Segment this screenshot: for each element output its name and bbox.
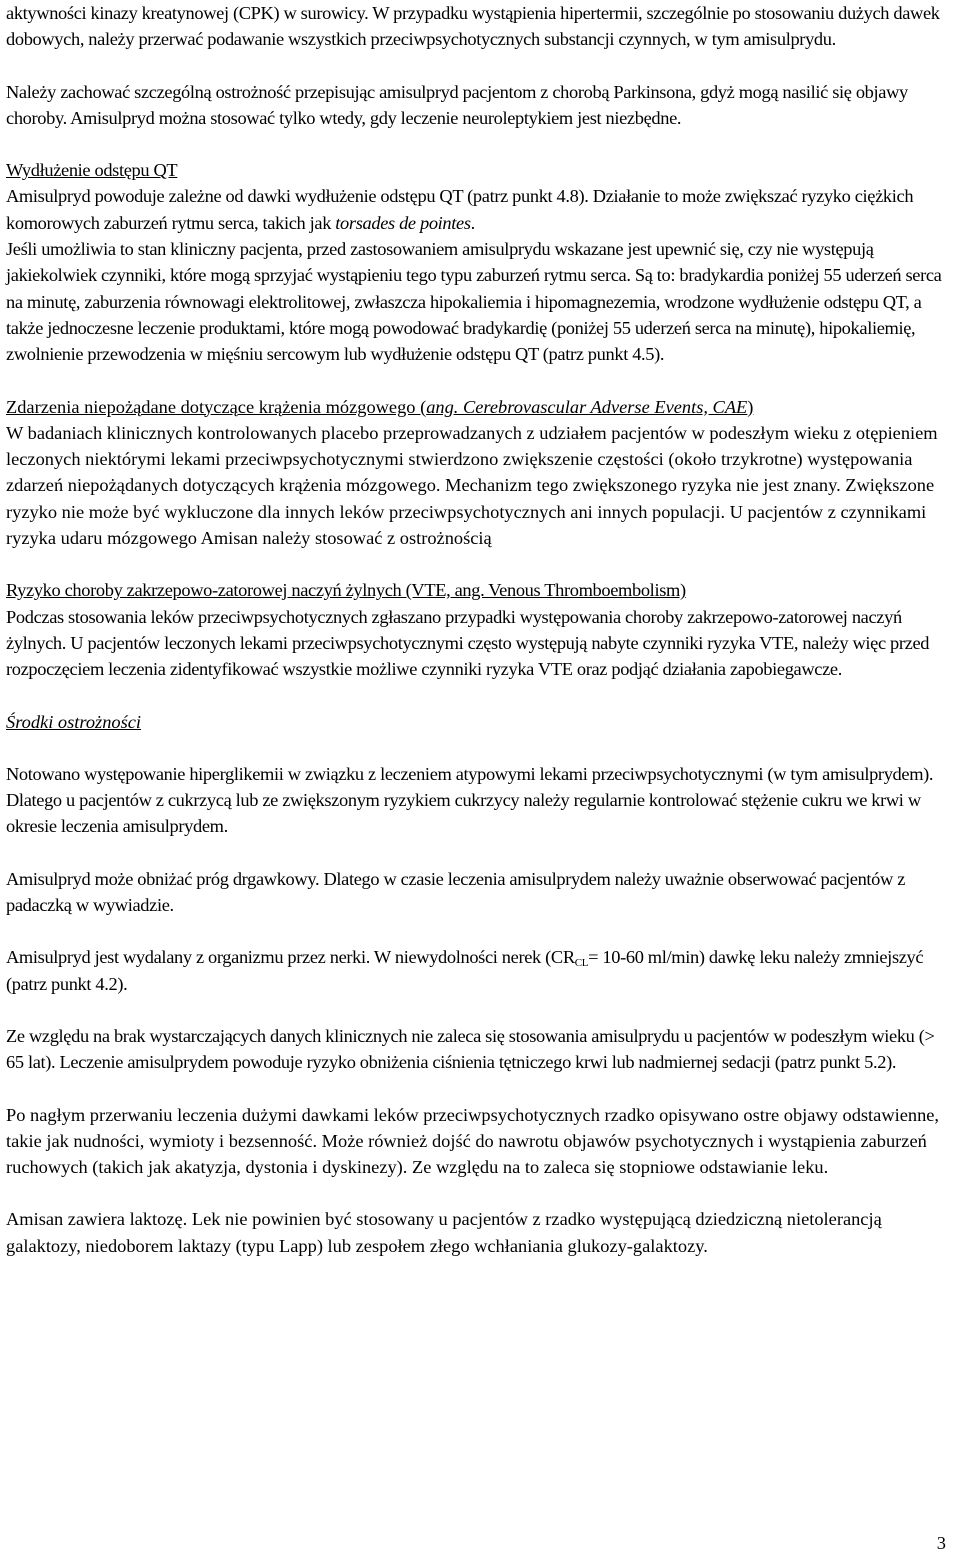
renal-subscript: CL <box>574 957 589 970</box>
paragraph-elderly: Ze względu na brak wystarczających danych klinicznych nie zaleca się stosowania amisulprydu u pacjentów w podeszłym wieku (> 65 lat). Leczenie amisulprydem powoduje ryzyko obniżenia ciśnienia tętniczego krwi lub nadmiernej sedacji (patrz punkt 5.2). <box>6 1025 935 1073</box>
cae-heading-end: ) <box>747 396 754 417</box>
cae-heading-text: Zdarzenia niepożądane dotyczące krążenia mózgowego ( <box>6 396 427 417</box>
paragraph-qt-risk-factors: Jeśli umożliwia to stan kliniczny pacjenta, przed zastosowaniem amisulprydu wskazane jest upewnić się, czy nie występują jakiekolwiek czynniki, które mogą sprzyjać wystąpieniu tego typu zaburzeń rytmu serca. Są to: bradykardia poniżej 55 uderzeń serca na minutę, zaburzenia równowagi elektrolitowej, zwłaszcza hipokaliemia i hipomagnezemia, wrodzone wydłużenie odstępu QT, a także jednoczesne leczenie produktami, które mogą powodować bradykardię (poniżej 55 uderzeń serca na minutę), hipokaliemię, zwolnienie przewodzenia w mięśniu sercowym lub wydłużenie odstępu QT (patrz punkt 4.5). <box>6 239 942 365</box>
heading-precautions: Środki ostrożności <box>6 711 142 732</box>
heading-vte: Ryzyko choroby zakrzepowo-zatorowej naczyń żylnych (VTE, ang. Venous Thromboembolism) <box>6 580 686 601</box>
paragraph-seizure: Amisulpryd może obniżać próg drgawkowy. Dlatego w czasie leczenia amisulprydem należy uważnie obserwować pacjentów z padaczką w wywiadzie. <box>6 868 906 916</box>
paragraph-cae: W badaniach klinicznych kontrolowanych placebo przeprowadzanych z udziałem pacjentów w podeszłym wieku z otępieniem leczonych niektórymi lekami przeciwpsychotycznymi stwierdzono zwiększenie częstości (około trzykrotne) występowania zdarzeń niepożądanych dotyczących krążenia mózgowego. Mechanizm tego zwiększonego ryzyka nie jest znany. Zwiększone ryzyko nie może być wykluczone dla innych leków przeciwpsychotycznych ani innych populacji. U pacjentów z czynnikami ryzyka udaru mózgowego Amisan należy stosować z ostrożnością <box>6 422 938 549</box>
document-page <box>6 0 954 1259</box>
paragraph-qt-intro <box>6 183 954 236</box>
renal-text: Amisulpryd jest wydalany z organizmu przez nerki. W niewydolności nerek (CR <box>6 947 575 968</box>
qt-intro-text: Amisulpryd powoduje zależne od dawki wydłużenie odstępu QT (patrz punkt 4.8). Działanie to może zwiększać ryzyko ciężkich komorowych zaburzeń rytmu serca, takich jak <box>6 186 914 233</box>
heading-cae <box>6 394 954 420</box>
qt-intro-end: . <box>470 212 475 233</box>
page-number: 3 <box>936 1533 946 1553</box>
paragraph-lactose: Amisan zawiera laktozę. Lek nie powinien być stosowany u pacjentów z rzadko występującą dziedziczną nietolerancją galaktozy, niedoborem laktazy (typu Lapp) lub zespołem złego wchłaniania glukozy-galaktozy. <box>6 1209 882 1256</box>
qt-intro-italic: torsades de pointes <box>335 212 471 233</box>
paragraph-hyperglycemia: Notowano występowanie hiperglikemii w związku z leczeniem atypowymi lekami przeciwpsychotycznymi (w tym amisulprydem). Dlatego u pacjentów z cukrzycą lub ze zwiększonym ryzykiem cukrzycy należy regularnie kontrolować stężenie cukru we krwi w okresie leczenia amisulprydem. <box>6 763 934 837</box>
paragraph-parkinson: Należy zachować szczególną ostrożność przepisując amisulpryd pacjentom z chorobą Parkinsona, gdyż mogą nasilić się objawy choroby. Amisulpryd można stosować tylko wtedy, gdy leczenie neuroleptykiem jest niezbędne. <box>6 81 908 128</box>
paragraph-renal <box>6 944 954 997</box>
paragraph-vte: Podczas stosowania leków przeciwpsychotycznych zgłaszano przypadki występowania choroby zakrzepowo-zatorowej naczyń żylnych. U pacjentów leczonych lekami przeciwpsychotycznymi często występują nabyte czynniki ryzyka VTE, należy więc przed rozpoczęciem leczenia zidentyfikować wszystkie możliwe czynniki ryzyka VTE oraz podjąć działania zapobiegawcze. <box>6 606 930 680</box>
cae-heading-italic: ang. Cerebrovascular Adverse Events, CAE <box>426 396 748 417</box>
heading-qt-prolongation: Wydłużenie odstępu QT <box>6 160 178 181</box>
paragraph-withdrawal: Po nagłym przerwaniu leczenia dużymi dawkami leków przeciwpsychotycznych rzadko opisywano ostre objawy odstawienne, takie jak nudności, wymioty i bezsenność. Może również dojść do nawrotu objawów psychotycznych i wystąpienia zaburzeń ruchowych (takich jak akatyzja, dystonia i dyskinezy). Ze względu na to zaleca się stopniowe odstawianie leku. <box>6 1104 940 1178</box>
paragraph-hyperthermia: aktywności kinazy kreatynowej (CPK) w surowicy. W przypadku wystąpienia hipertermii, szczególnie po stosowaniu dużych dawek dobowych, należy przerwać podawanie wszystkich przeciwpsychotycznych substancji czynnych, w tym amisulprydu. <box>6 3 940 50</box>
renal-end: = 10-60 ml/min) dawkę leku należy zmniejszyć (patrz punkt 4.2). <box>6 947 924 994</box>
